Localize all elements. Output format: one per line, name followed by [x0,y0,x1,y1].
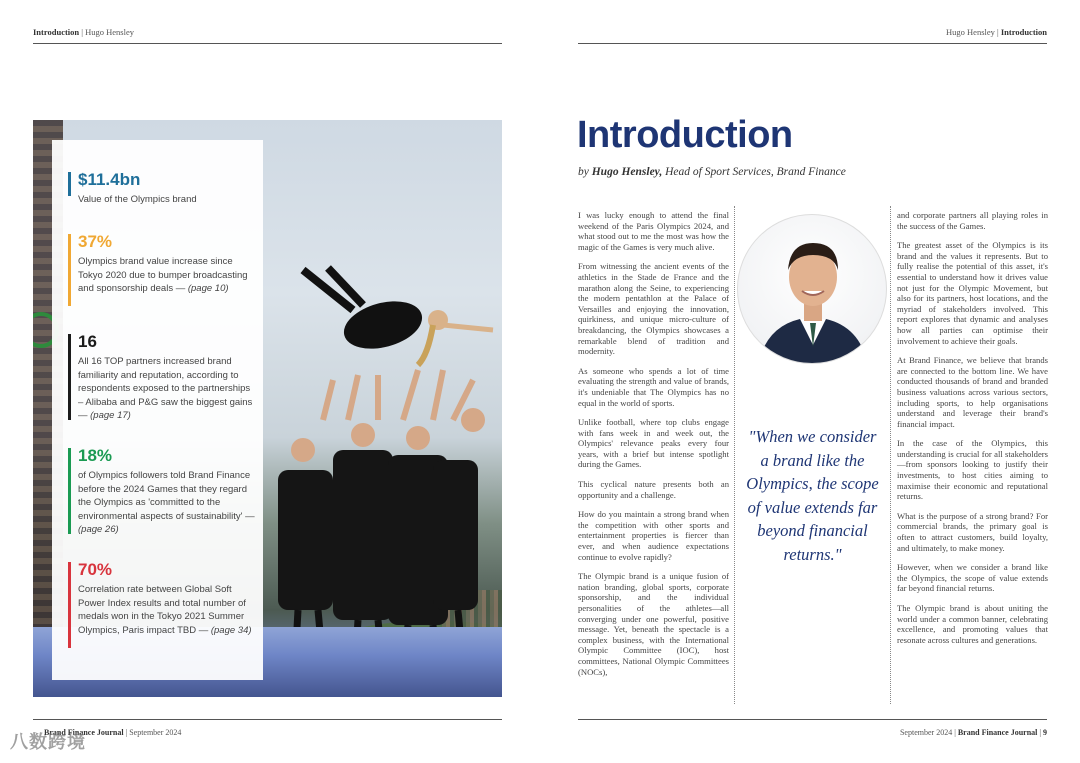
left-footer: Brand Finance Journal | September 2024 [44,728,182,737]
stat-accent-bar [68,334,71,420]
paragraph: What is the purpose of a strong brand? For commercial brands, the primary goal is often to attract customers, build loyalty, and ultimately, to make money. [897,510,1048,553]
paragraph: This cyclical nature presents both an opportunity and a challenge. [578,479,729,500]
stat-value-increase [52,232,263,296]
stat-description: Value of the Olympics brand [78,194,197,205]
header-rule-right [578,43,1047,44]
stat-description: of Olympics followers told Brand Finance before the 2024 Games that they regard the Olympics as 'committed to the environmental aspects of sustainability' — (page 26) [78,470,255,536]
stat-number: 70% [78,560,113,579]
stat-top-partners [52,332,263,423]
paragraph: Unlike football, where top clubs engage with fans week in and week out, the Olympics' relevance peaks every four years, with a brief but intense spotlight during the Games. [578,417,729,470]
paragraph: From witnessing the ancient events of the athletics in the Stade de France and the marathon along the Seine, to experiencing the modern pentathlon at the Palace of Versailles and enjoying the innovation, quirkiness, and unique micro-culture of breakdancing, the Olympics showcases a remarkable blend of tradition and modernity. [578,261,729,357]
stat-brand-value [52,170,263,207]
article-column-3 [897,210,1048,654]
left-running-header: Introduction | Hugo Hensley [33,27,134,37]
column-divider [734,206,735,704]
page-reference: (page 34) [210,624,252,636]
author-portrait [737,214,887,364]
stat-sustainability [52,446,263,537]
author-photo-illustration [738,215,887,364]
stat-accent-bar [68,234,71,306]
stat-accent-bar [68,448,71,534]
paragraph: How do you maintain a strong brand when the competition with other sports and entertainment properties is fiercer than ever, and when audience expectations continue to evolve rapidly? [578,509,729,562]
page-title: Introduction [577,114,793,156]
stat-description: Correlation rate between Global Soft Power Index results and total number of medals won in the Tokyo 2021 Summer Olympics, Paris impact TBD — (page 34) [78,584,252,636]
footer-rule-right [578,719,1047,720]
stat-description: Olympics brand value increase since Tokyo 2020 due to bumper broadcasting and sponsorship deals — (page 10) [78,256,248,295]
paragraph: As someone who spends a lot of time evaluating the strength and value of brands, it's undeniable that The Olympics has no equal in the world of sports. [578,365,729,408]
stat-soft-power [52,560,263,637]
footer-date: September 2024 [899,728,953,737]
stat-number: 16 [78,332,97,351]
header-section: Introduction [1000,27,1047,37]
page-reference: (page 17) [90,410,131,422]
page-reference: (page 26) [78,524,119,536]
stat-description: All 16 TOP partners increased brand familiarity and reputation, according to respondents exposed to the partnerships – Alibaba and P&G saw the biggest gains — (page 17) [78,356,253,422]
paragraph: The Olympic brand is about uniting the world under a common banner, celebrating excellence, and promoting values that resonate across cultures and generations. [897,603,1048,645]
paragraph: However, when we consider a brand like the Olympics, the scope of value extends far beyond financial returns. [897,562,1048,594]
paragraph: The Olympic brand is a unique fusion of nation branding, global sports, corporate sponsorship, and the individual personalities of the athletes—all converging under one powerful, positive message. Yet, beneath the spectacle is a complex business, with the International Olympic Committee (IOC), host committees, National Olympic Committees (NOCs), [578,571,729,677]
page-number: 9 [1043,728,1047,737]
stat-number: 18% [78,446,113,465]
article-column-1 [578,210,729,686]
footer-journal: Brand Finance Journal [44,728,124,737]
page-reference: (page 10) [187,283,229,295]
stat-number: $11.4bn [78,170,141,189]
key-stats-panel [52,140,263,680]
paragraph: and corporate partners all playing roles in the success of the Games. [897,210,1048,231]
paragraph: At Brand Finance, we believe that brands are connected to the bottom line. We have conducted thousands of brand and branded business valuations across various sectors, including sports, to help organisations understand and leverage their brand's financial impact. [897,355,1048,429]
right-footer: September 2024 | Brand Finance Journal | 9 [899,728,1047,737]
header-rule-left [33,43,502,44]
column-divider [890,206,891,704]
watermark-logo: 八数跨境 [10,732,86,753]
paragraph: I was lucky enough to attend the final weekend of the Paris Olympics 2024, and what stood out to me the most was how the magic of the Games is very much alive. [578,210,729,252]
pull-quote: "When we consider a brand like the Olympics, the scope of value extends far beyond financial returns." [746,427,879,564]
footer-journal: Brand Finance Journal [957,728,1038,737]
header-section: Introduction [33,27,80,37]
footer-rule-left [33,719,502,720]
header-author: Hugo Hensley [946,27,995,37]
byline: by Hugo Hensley, Head of Sport Services, Brand Finance [578,166,846,178]
author-name: Hugo Hensley, [591,166,663,178]
stat-accent-bar [68,562,71,648]
right-running-header: Hugo Hensley | Introduction [946,27,1047,37]
paragraph: In the case of the Olympics, this understanding is crucial for all stakeholders—from sponsors looking to justify their investments, to host cities aiming to maximise their economic and reputational returns. [897,438,1048,502]
paragraph: The greatest asset of the Olympics is its brand and the values it represents. But to fully realise the potential of this asset, it's essential to understand how it drives value not just for the Olympic Movement, but also for its partners, host locations, and the myriad of stakeholders involved. This report explores that dynamic and analyses how all parties can optimise their involvement to achieve their goals. [897,240,1048,346]
stat-accent-bar [68,172,71,196]
footer-date: September 2024 [129,728,182,737]
stat-number: 37% [78,232,113,251]
header-author: Hugo Hensley [85,27,134,37]
author-role: Head of Sport Services, Brand Finance [662,166,846,178]
